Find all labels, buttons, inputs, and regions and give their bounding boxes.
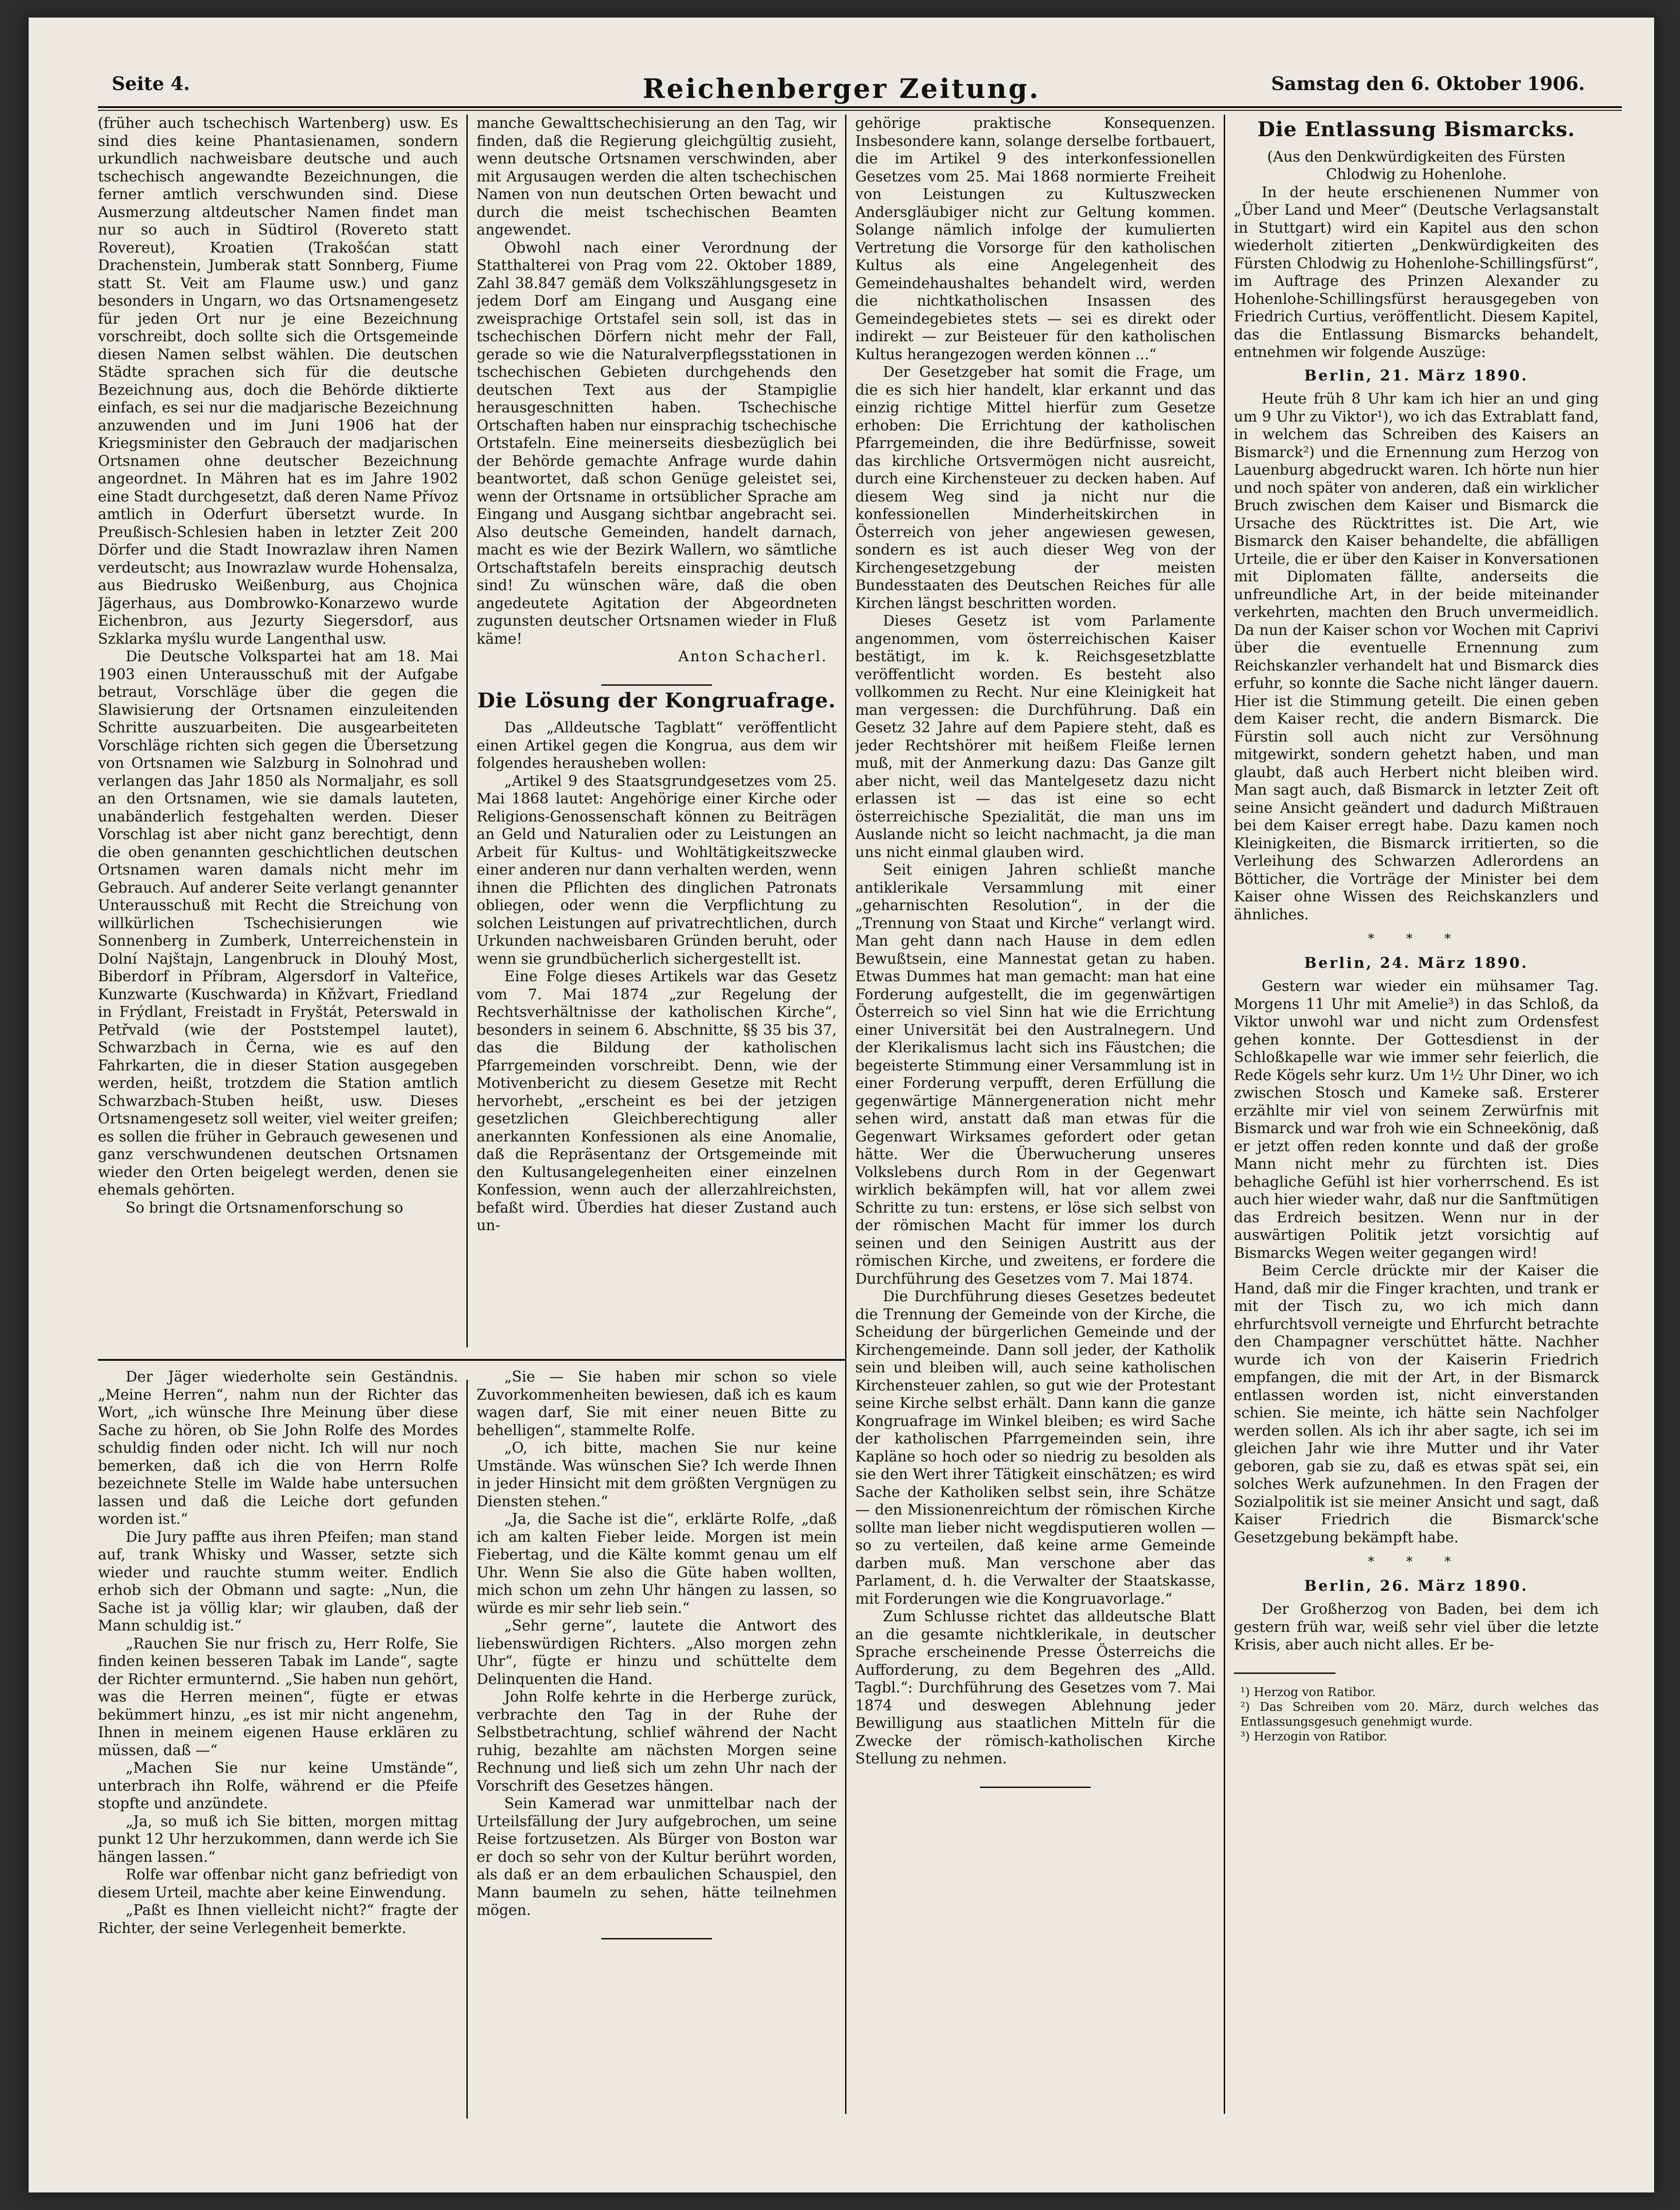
story-paragraph: „Ja, die Sache ist die“, erklärte Rolfe, „daß ich am kalten Fieber leide. Morgen ist mein Fiebertag, und die Kälte kommt genau um elf Uhr. Wenn Sie also die Güte haben wollten, mich schon um zehn Uhr hängen zu lassen, so würde es mir sehr lieb sein.“ — [477, 1511, 837, 1617]
author-signature: Anton Schacherl. — [678, 648, 828, 665]
footnote: ³) Herzogin von Ratibor. — [1240, 1729, 1388, 1744]
article-ortsnamen-continued — [98, 115, 458, 1357]
column-divider — [845, 115, 846, 2114]
serial-story-left — [98, 1368, 458, 2116]
article-kongruafrage-continued — [855, 115, 1215, 2114]
article-paragraph: Beim Cercle drückte mir der Kaiser die Hand, daß mir die Finger krachten, und trank er mit der Tisch zu, wo ich mich dann ehrfurchtsvoll verneigte und Ehrfurcht betrachte den Champagner verschüttet hätte. Nachher wurde ich von der Kaiserin Friedrich empfangen, die mit der Art, in der Bismarck entlassen worden ist, nicht einverstanden schien. Sie meinte, ich hätte sein Nachfolger werden sollen. Als ich ihr aber sagte, ich sei im gleichen Jahr wie ihre Mutter und ihr Vater geboren, gab sie zu, daß es etwas spät sei, ein solches Werk aufzunehmen. In den Fragen der Sozialpolitik ist sie meiner Ansicht und sagt, daß Kaiser Friedrich die Bismarck'sche Gesetzgebung bekämpft habe. — [1234, 1262, 1599, 1546]
article-paragraph: Die Durchführung dieses Gesetzes bedeutet die Trennung der Gemeinde von der Kirche, die Scheidung der bürgerlichen Gemeinde und der Kirchengemeinde. Dann soll jeder, der Katholik sein und bleiben will, auch seine katholischen Kirchensteuer zahlen, so gut wie der Protestant seine Kirche selbst erhält. Dann kann die ganze Kongruafrage im Winkel bleiben; es wird Sache der katholischen Pfarrgemeinden sein, ihre Kapläne so hoch oder so niedrig zu besolden als sie den Wert ihrer Tätigkeit einschätzen; es wird Sache der Katholiken selbst sein, ihre Schätze — den Missionenreichtum der römischen Kirche sollte man lieber nicht wegdisputieren wollen — so zu verteilen, daß keine arme Gemeinde darben muß. Man verschone aber das Parlament, d. h. die Verwalter der Staatskasse, mit Forderungen wie die Kongruavorlage.“ — [855, 1288, 1215, 1607]
story-paragraph: „Sie — Sie haben mir schon so viele Zuvorkommenheiten bewiesen, daß ich es kaum wagen darf, Sie mit einer neuen Bitte zu behelligen“, stammelte Rolfe. — [477, 1369, 837, 1439]
article-heading: Die Entlassung Bismarcks. — [1257, 118, 1576, 141]
story-paragraph: Der Jäger wiederholte sein Geständnis. „Meine Herren“, nahm nun der Richter das Wort, „ich wünsche Ihre Meinung über diese Sache zu hören, ob Sie John Rolfe des Mordes schuldig finden oder nicht. Ich will nur noch bemerken, daß ich die von Herrn Rolfe bezeichnete Stelle im Walde habe untersuchen lassen und daß die Leiche dort gefunden worden ist.“ — [98, 1369, 458, 1528]
article-source-line: (Aus den Denkwürdigkeiten des Fürsten Chlodwig zu Hohenlohe. — [1267, 148, 1565, 183]
article-paragraph: Seit einigen Jahren schließt manche antiklerikale Versammlung mit einer „geharnischten Resolution“, in der die „Trennung von Staat und Kirche“ verlangt wird. Man geht dann nach Hause in dem edlen Bewußtsein, eine Mannestat getan zu haben. Etwas Dummes hat man gemacht: man hat eine Forderung aufgestellt, die im gegenwärtigen Österreich so viel Sinn hat wie die Errichtung einer Universität bei den Australnegern. Und der Klerikalismus lacht sich ins Fäustchen; die begeisterte Stimmung einer Versammlung ist in einer Forderung verpufft, deren Erfüllung die gegenwärtige Männergeneration nicht mehr sehen wird, anstatt daß man etwas für die Gegenwart Wirksames gefordert oder getan hätte. Wer die Überwucherung unseres Volkslebens durch Rom in der Gegenwart wirklich bekämpfen will, hat vor allem zwei Schritte zu tun: erstens, er löse sich selbst von der römischen Macht für immer los durch seinen und den Seinigen Austritt aus der römischen Kirche, und zweitens, er fordere die Durchführung des Gesetzes vom 7. Mai 1874. — [855, 862, 1215, 1287]
article-paragraph: (früher auch tschechisch Wartenberg) usw. Es sind dies keine Phantasienamen, sondern urkundlich nachweisbare deutsche und auch tschechisch angewandte Bezeichnungen, die ferner amtlich verschwunden sind. Diese Ausmerzung altdeutscher Namen findet man nur so auch in Südtirol (Rovereto statt Rovereut), Kroatien (Trakošćan statt Drachenstein, Jumberak statt Sonnberg, Fiume statt St. Veit am Flaume usw.) und ganz besonders in Ungarn, wo das Ortsnamengesetz für jeden Ort nur je eine Bezeichnung vorschreibt, doch sollte sich die Ortsgemeinde diesen Namen selbst wählen. Die deutschen Städte sprachen sich für die deutsche Bezeichnung aus, doch die Behörde diktierte einfach, es sei nur die madjarische Bezeichnung anzuwenden und im Juni 1906 hat der Kriegsminister den Gebrauch der madjarischen Ortsnamen ohne deutscher Bezeichnung angeordnet. In Mähren hat es im Jahre 1902 eine Stadt durchgesetzt, daß deren Name Přívoz amtlich in Oderfurt übersetzt wurde. In Preußisch-Schlesien haben in letzter Zeit 200 Dörfer und die Stadt Inowrazlaw ihren Namen verdeutscht; aus Inowrazlaw wurde Hohensalza, aus Biedrusko Weißenburg, aus Chojnica Jägerhaus, aus Dombrowko-Konarzewo wurde Eichenbron, aus Jezurty Siegersdorf, aus Szklarka myślu wurde Langenthal usw. — [98, 115, 458, 647]
diary-date: Berlin, 21. März 1890. — [1304, 367, 1529, 384]
newspaper-masthead: Reichenberger Zeitung. — [642, 73, 1040, 104]
story-paragraph: Rolfe war offenbar nicht ganz befriedigt von diesem Urteil, machte aber keine Einwendung. — [98, 1866, 458, 1901]
article-separator — [601, 1938, 712, 1939]
story-paragraph: „Paßt es Ihnen vielleicht nicht?“ fragte der Richter, der seine Verlegenheit bemerkte. — [98, 1902, 458, 1937]
article-paragraph: Eine Folge dieses Artikels war das Gesetz vom 7. Mai 1874 „zur Regelung der Rechtsverhältnisse der katholischen Kirche“, besonders in seinem 6. Abschnitte, §§ 35 bis 37, das die Bildung der katholischen Pfarrgemeinden vorschreibt. Denn, wie der Motivenbericht zu diesem Gesetze mit Recht hervorhebt, „erscheint es bei der jetzigen gesetzlichen Gleichberechtigung aller anerkannten Konfessionen als eine Anomalie, daß die Repräsentanz der Ortsgemeinde mit den Kultusangelegenheiten einer einzelnen Konfession, wenn auch der allerzahlreichsten, befaßt wird. Überdies hat dieser Zustand auch un- — [477, 968, 837, 1234]
article-paragraph: Obwohl nach einer Verordnung der Statthalterei von Prag vom 22. Oktober 1889, Zahl 38.847 gemäß dem Volkszählungsgesetz in jedem Dorf am Eingang und Ausgang eine zweisprachige Ortstafel sein soll, ist das in tschechischen Dörfern nicht mehr der Fall, gerade so wie die Naturalverpflegsstationen in tschechischen Gebieten durchgehends den deutschen Text aus der Stampiglie herausgeschnitten haben. Tschechische Ortschaften haben nur einsprachig tschechische Ortstafeln. Eine meinerseits diesbezüglich bei der Behörde gemachte Anfrage wurde dahin beantwortet, daß schon Genüge geleistet sei, wenn der Ortsname in ortsüblicher Sprache am Eingang und Ausgang sichtbar angebracht sei. Also deutsche Gemeinden, handelt darnach, macht es wie der Bezirk Wallern, wo sämtliche Ortschaftstafeln bereits einsprachig deutsch sind! Zu wünschen wäre, daß die oben angedeutete Agitation der Abgeordneten zugunsten deutscher Ortsnamen wieder in Fluß käme! — [477, 239, 837, 647]
article-paragraph: Der Gesetzgeber hat somit die Frage, um die es sich hier handelt, klar erkannt und das einzig richtige Mittel hierfür zum Gesetze erhoben: Die Errichtung der katholischen Pfarrgemeinden, die ihre Bedürfnisse, soweit das kirchliche Ortsvermögen nicht ausreicht, durch eine Kirchensteuer zu decken haben. Auf diesem Weg sind ja nicht nur die konfessionellen Minderheitskirchen in Österreich von jeher angewiesen gewesen, sondern es ist auch dieser Weg von der Kirchengesetzgebung der meisten Bundesstaaten des Deutschen Reiches für alle Kirchen längst beschritten worden. — [855, 364, 1215, 612]
story-paragraph: Die Jury paffte aus ihren Pfeifen; man stand auf, trank Whisky und Wasser, setzte sich wieder und rauchte stumm weiter. Endlich erhob sich der Obmann und sagte: „Nun, die Sache ist ja völlig klar; wir glauben, daß der Mann schuldig ist.“ — [98, 1528, 458, 1634]
article-paragraph: Der Großherzog von Baden, bei dem ich gestern früh war, weiß sehr viel über die letzte Krisis, aber auch nicht alles. Er be- — [1234, 1601, 1599, 1653]
article-paragraph: „Artikel 9 des Staatsgrundgesetzes vom 25. Mai 1868 lautet: Angehörige einer Kirche oder Religions-Genossenschaft können zu Beiträgen an Geld und Naturalien oder zu Leistungen an Arbeit für Kultus- und Wohltätigkeitszwecke einer anderen nur dann verhalten werden, wenn ihnen die Pflichten des dinglichen Patronats obliegen, oder wenn die Verpflichtung zu solchen Leistungen auf privatrechtlichen, durch Urkunden nachweisbaren Gründen beruht, oder wenn sie grundbücherlich sichergestellt ist. — [477, 773, 837, 967]
issue-date: Samstag den 6. Oktober 1906. — [1271, 73, 1585, 95]
footnote: ²) Das Schreiben vom 20. März, durch welches das Entlassungsgesuch genehmigt wurde. — [1240, 1700, 1599, 1729]
story-paragraph: „Ja, so muß ich Sie bitten, morgen mittag punkt 12 Uhr herzukommen, dann werde ich Sie hängen lassen.“ — [98, 1813, 458, 1866]
diary-date: Berlin, 24. März 1890. — [1304, 954, 1529, 972]
story-paragraph: „Machen Sie nur keine Umstände“, unterbrach ihn Rolfe, während er die Pfeife stopfte und anzündete. — [98, 1760, 458, 1812]
story-paragraph: „O, ich bitte, machen Sie nur keine Umstände. Was wünschen Sie? Ich werde Ihnen in jeder Hinsicht mit dem größten Vergnügen zu Diensten stehen.“ — [477, 1440, 837, 1510]
article-separator — [601, 684, 712, 686]
column-divider — [1224, 115, 1225, 2114]
page-number: Seite 4. — [112, 73, 190, 95]
article-paragraph: So bringt die Ortsnamenforschung so — [126, 1199, 404, 1216]
newspaper-page — [29, 18, 1654, 2192]
article-paragraph: Gestern war wieder ein mühsamer Tag. Morgens 11 Uhr mit Amelie³) in das Schloß, da Viktor unwohl war und nicht zum Ordensfest gehen konnte. Der Gottesdienst in der Schloßkapelle war wie immer sehr feierlich, die Rede Kögels sehr kurz. Um 1½ Uhr Diner, wo ich zwischen Stosch und Kameke saß. Ersterer erzählte mir viel von seinem Zerwürfnis mit Bismarck und war froh wie ein Schneekönig, daß er jetzt offen reden konnte und daß der große Mann nicht mehr zu fürchten ist. Dies behagliche Gefühl ist hier vorherrschend. Es ist auch hier wieder wahr, daß nur die Sanftmütigen das Erdreich besitzen. Wenn nur in der auswärtigen Politik jetzt vorsichtig auf Bismarcks Wegen weiter gegangen wird! — [1234, 978, 1599, 1262]
article-paragraph: gehörige praktische Konsequenzen. Insbesondere kann, solange derselbe fortbauert, die im Artikel 9 des interkonfessionellen Gesetzes vom 25. Mai 1868 normierte Freiheit von Leistungen zu Kultuszwecken Andersgläubiger nicht zur Geltung kommen. Solange nämlich infolge der kumulierten Vertretung die Vorsorge für den katholischen Kultus als eine Angelegenheit des Gemeindehaushaltes behandelt wird, werden die nichtkatholischen Insassen des Gemeindegebietes stets — sei es direkt oder indirekt — zur Beisteuer für den katholischen Kultus herangezogen werden können ...“ — [855, 115, 1215, 363]
article-paragraph: Das „Alldeutsche Tagblatt“ veröffentlicht einen Artikel gegen die Kongrua, aus dem wir folgendes herausheben wollen: — [477, 719, 837, 772]
header-rule-thin — [98, 110, 1622, 111]
story-paragraph: „Sehr gerne“, lautete die Antwort des liebenswürdigen Richters. „Also morgen zehn Uhr“, fügte er hinzu und schüttelte dem Delinquenten die Hand. — [477, 1618, 837, 1688]
article-separator — [980, 1787, 1091, 1788]
serial-story-right — [477, 1368, 837, 2116]
story-paragraph: Sein Kamerad war unmittelbar nach der Urteilsfällung der Jury aufgebrochen, um seine Reise fortzusetzen. Als Bürger von Boston war er doch so sehr von der Kultur berührt worden, als daß er an dem erbaulichen Schauspiel, den Mann baumeln zu sehen, hätte teilnehmen mögen. — [477, 1795, 837, 1919]
article-bismarck — [1234, 115, 1599, 2114]
article-paragraph: In der heute erschienenen Nummer von „Über Land und Meer“ (Deutsche Verlagsanstalt in Stuttgart) wird ein Kapitel aus den schon wiederholt zitierten „Denkwürdigkeiten des Fürsten Chlodwig zu Hohenlohe-Schillingsfürst“, im Auftrage des Prinzen Alexander zu Hohenlohe-Schillingsfürst herausgegeben von Friedrich Curtius, veröffentlicht. Diesem Kapitel, das die Entlassung Bismarcks behandelt, entnehmen wir folgende Auszüge: — [1234, 184, 1599, 361]
article-paragraph: Die Deutsche Volkspartei hat am 18. Mai 1903 einen Unterausschuß mit der Aufgabe betraut, Vorschläge über die gegen die Slawisierung der Ortsnamen einzuleitenden Schritte auszuarbeiten. Die ausgearbeiteten Vorschläge richten sich gegen die Übersetzung von Ortsnamen wie Salzburg in Solnohrad und verlangen das Jahr 1850 als Normaljahr, es soll an den Ortsnamen, wie sie damals lauteten, unabänderlich festgehalten werden. Dieser Vorschlag ist aber nicht ganz berechtigt, denn die oben genannten geschichtlichen deutschen Ortsnamen waren damals nicht mehr im Gebrauch. Auf anderer Seite verlangt genannter Unterausschuß mit Recht die Streichung von willkürlichen Tschechisierungen wie Sonnenberg in Zumberk, Unterreichenstein in Dolní Najštajn, Langenbruck in Dlouhý Most, Biberdorf in Příbram, Algersdorf in Valteřice, Kunzwarte (Kuschwarda) in Kňžvart, Friedland in Frýdlant, Freistadt in Fryštát, Peterswald in Petřvald (wie der Poststempel lautet), Schwarzbach in Černa, wie es auf den Fahrkarten, die in dieser Station ausgegeben werden, heißt, trotzdem die Station amtlich Schwarzbach-Stuben heißt, usw. Dieses Ortsnamengesetz soll weiter, viel weiter greifen; es sollen die früher in Gebrauch gewesenen und ganz verschwundenen deutschen Ortsnamen wieder den Orten beigelegt werden, denen sie ehemals gehörten. — [98, 648, 458, 1198]
story-paragraph: „Rauchen Sie nur frisch zu, Herr Rolfe, Sie finden keinen besseren Tabak im Lande“, sagte der Richter ermunternd. „Sie haben nun gehört, was die Herren meinen“, fügte er etwas bekümmert hinzu, „es ist mir nicht angenehm, Ihnen in meinem eigenen Hause erklären zu müssen, daß —“ — [98, 1635, 458, 1759]
column-divider — [466, 1380, 468, 2119]
article-paragraph: Heute früh 8 Uhr kam ich hier an und ging um 9 Uhr zu Viktor¹), wo ich das Extrablatt fand, in welchem das Schreiben des Kaisers an Bismarck²) und die Ernennung zum Herzog von Lauenburg abgedruckt waren. Ich hörte nun hier und noch später von anderen, daß ein wirklicher Bruch zwischen dem Kaiser und Bismarck die Ursache des Rücktrittes ist. Die Art, wie Bismarck den Kaiser behandelte, die abfälligen Urteile, die er über den Kaiser in Konversationen mit Diplomaten fällte, anderseits die unfreundliche Art, in der beide miteinander verkehrten, machten den Bruch unvermeidlich. Da nun der Kaiser schon vor Wochen mit Caprivi über die eventuelle Ernennung zum Reichskanzler verhandelt hat und Bismarck dies erfuhr, so konnte die Sache nicht länger dauern. Hier ist die Stimmung geteilt. Die einen geben dem Kaiser recht, die andern Bismarck. Die Fürstin soll auch nicht zur Versöhnung mitgewirkt, sondern gehetzt haben, und man glaubt, daß auch Herbert nicht bleiben wird. Man sagt auch, daß Bismarck in letzter Zeit oft seine Ansicht geändert und dadurch Mißtrauen bei dem Kaiser erregt habe. Dazu kamen noch Kleinigkeiten, die Bismarck irritierten, so die Verleihung des Schwarzen Adlerordens an Bötticher, die Vorträge der Minister bei dem Kaiser ohne Wissen des Reichskanzlers und ähnliches. — [1234, 391, 1599, 923]
footnote: ¹) Herzog von Ratibor. — [1240, 1685, 1376, 1699]
section-stars: * * * — [1368, 1554, 1465, 1569]
feuilleton-rule — [98, 1359, 845, 1361]
footnotes — [1234, 1685, 1599, 1744]
article-paragraph: manche Gewalttschechisierung an den Tag, wir finden, daß die Regierung gleichgültig zusieht, wenn deutsche Ortsnamen verschwinden, aber mit Argusaugen werden die alten tschechischen Namen von nun deutschen Orten bewacht und durch die meist tschechischen Beamten angewendet. — [477, 115, 837, 238]
diary-date: Berlin, 26. März 1890. — [1304, 1577, 1529, 1594]
article-column-2 — [477, 115, 837, 1357]
article-paragraph: Zum Schlusse richtet das alldeutsche Blatt an die gesamte nichtklerikale, in deutscher Sprache erscheinende Presse Österreichs die Aufforderung, zu dem Begehren des „Alld. Tagbl.“: Durchführung des Gesetzes vom 7. Mai 1874 und deswegen Ablehnung jeder Bewilligung aus staatlichen Mitteln für die Zwecke der römisch-katholischen Kirche Stellung zu nehmen. — [855, 1608, 1215, 1767]
footnote-rule — [1234, 1673, 1336, 1674]
column-divider — [466, 115, 468, 1347]
section-stars: * * * — [1368, 931, 1465, 946]
header-rule — [98, 106, 1622, 108]
article-paragraph: Dieses Gesetz ist vom Parlamente angenommen, vom österreichischen Kaiser bestätigt, im k. k. Reichsgesetzblatte veröffentlicht worden. Es besteht also vollkommen zu Recht. Nur eine Kleinigkeit hat man vergessen: die Durchführung. Daß ein Gesetz 32 Jahre auf dem Papiere steht, daß es jeder Rechtshörer mit heißem Fleiße lernen muß, mit der Anmerkung dazu: Das Ganze gilt aber nicht, weil das Mantelgesetz dazu nicht erlassen ist — das ist eine so echt österreichische Spezialität, die man uns im Auslande nicht so leicht nachmacht, ja die man uns nicht einmal glauben wird. — [855, 613, 1215, 861]
story-paragraph: John Rolfe kehrte in die Herberge zurück, verbrachte den Tag in der Ruhe der Selbstbetrachtung, schlief während der Nacht ruhig, bezahlte am nächsten Morgen seine Rechnung und ließ sich um zehn Uhr nach der Vorschrift des Gesetzes hängen. — [477, 1689, 837, 1794]
article-heading: Die Lösung der Kongruafrage. — [477, 688, 836, 713]
